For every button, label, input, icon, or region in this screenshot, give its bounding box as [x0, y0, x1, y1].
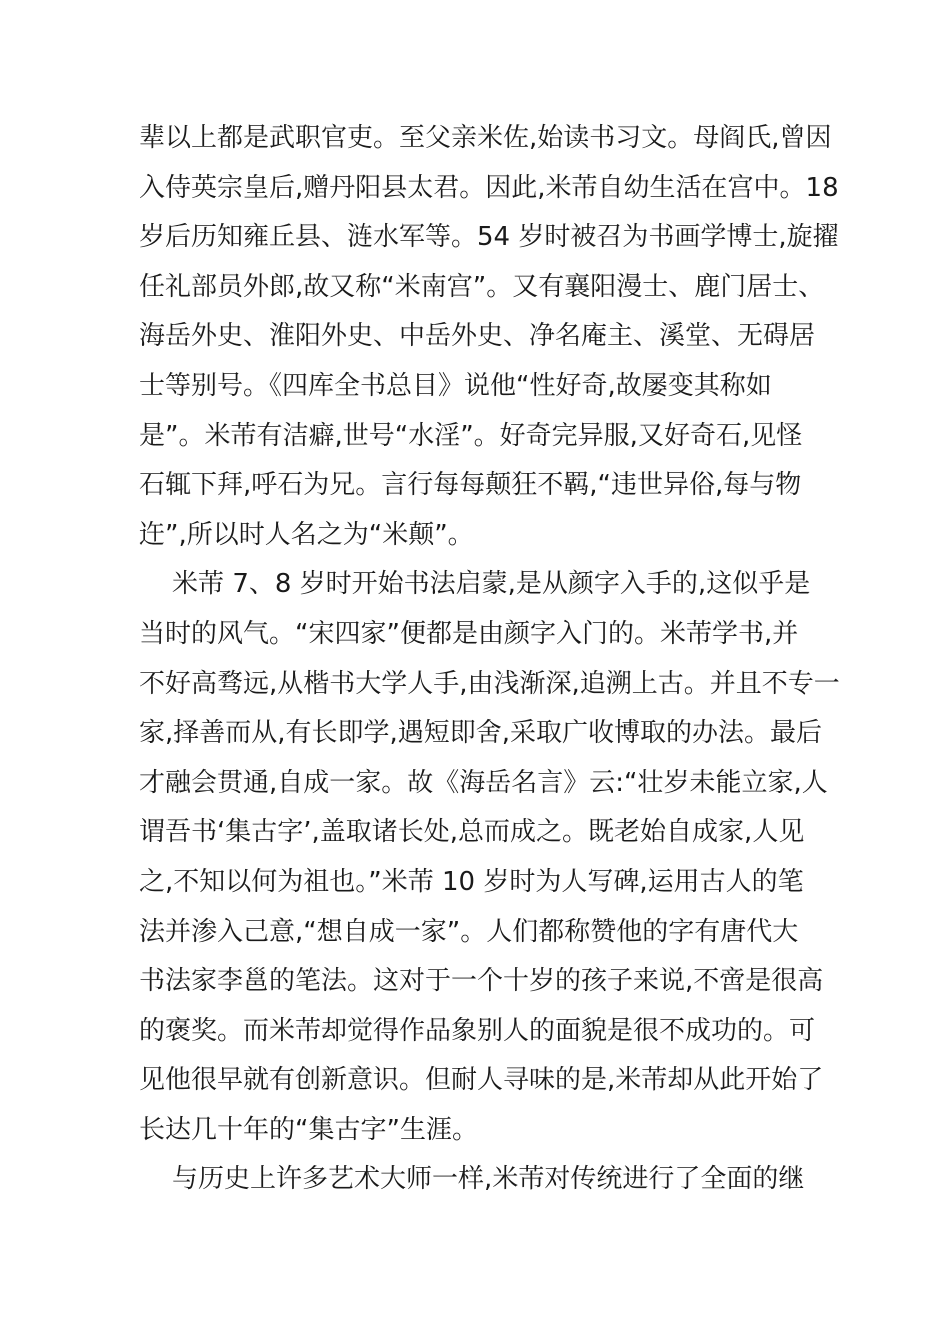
text-line: 书法家李邕的笔法。这对于一个十岁的孩子来说,不啻是很高: [139, 966, 824, 997]
text-line: 入侍英宗皇后,赠丹阳县太君。因此,米芾自幼生活在宫中。18: [139, 172, 839, 203]
text-line: 的褒奖。而米芾却觉得作品象别人的面貌是很不成功的。可: [139, 1015, 816, 1046]
text-line: 谓吾书‘集古字’,盖取诸长处,总而成之。既老始自成家,人见: [139, 817, 805, 848]
paragraph-1: [139, 114, 839, 560]
text-line: 任礼部员外郎,故又称“米南宫”。又有襄阳漫士、鹿门居士、: [139, 271, 825, 302]
paragraph-2: [139, 560, 840, 1155]
text-line: 不好高骛远,从楷书大学人手,由浅渐深,追溯上古。并且不专一: [139, 668, 840, 699]
text-line: 当时的风气。“宋四家”便都是由颜字入门的。米芾学书,并: [139, 618, 799, 649]
text-line: 士等别号。《四库全书总目》说他“性好奇,故屡变其称如: [139, 370, 772, 401]
text-line: 迕”,所以时人名之为“米颠”。: [139, 519, 474, 550]
text-line: 之,不知以何为祖也。”米芾 10 岁时为人写碑,运用古人的笔: [139, 866, 804, 897]
text-line: 石辄下拜,呼石为兄。言行每每颠狂不羁,“违世异俗,每与物: [139, 470, 802, 501]
text-line: 与历史上许多艺术大师一样,米芾对传统进行了全面的继: [139, 1164, 805, 1195]
text-line: 海岳外史、淮阳外史、中岳外史、净名庵主、溪堂、无碍居: [139, 321, 816, 352]
body-text: [139, 114, 840, 1205]
text-line: 才融会贯通,自成一家。故《海岳名言》云:“壮岁未能立家,人: [139, 767, 828, 798]
paragraph-3: [139, 1155, 829, 1205]
text-line: 是”。米芾有洁癖,世号“水淫”。好奇完异服,又好奇石,见怪: [139, 420, 803, 451]
text-line: 辈以上都是武职官吏。至父亲米佐,始读书习文。母阎氏,曾因: [139, 123, 832, 153]
text-line: 家,择善而从,有长即学,遇短即舍,采取广收博取的办法。最后: [139, 718, 823, 749]
text-line: 长达几十年的“集古字”生涯。: [139, 1114, 478, 1145]
text-line: 见他很早就有创新意识。但耐人寻味的是,米芾却从此开始了: [139, 1065, 824, 1096]
text-line: 法并渗入己意,“想自成一家”。人们都称赞他的字有唐代大: [139, 916, 799, 947]
text-line: 岁后历知雍丘县、涟水军等。54 岁时被召为书画学博士,旋擢: [139, 222, 839, 253]
text-line: 米芾 7、8 岁时开始书法启蒙,是从颜字入手的,这似乎是: [139, 569, 811, 600]
